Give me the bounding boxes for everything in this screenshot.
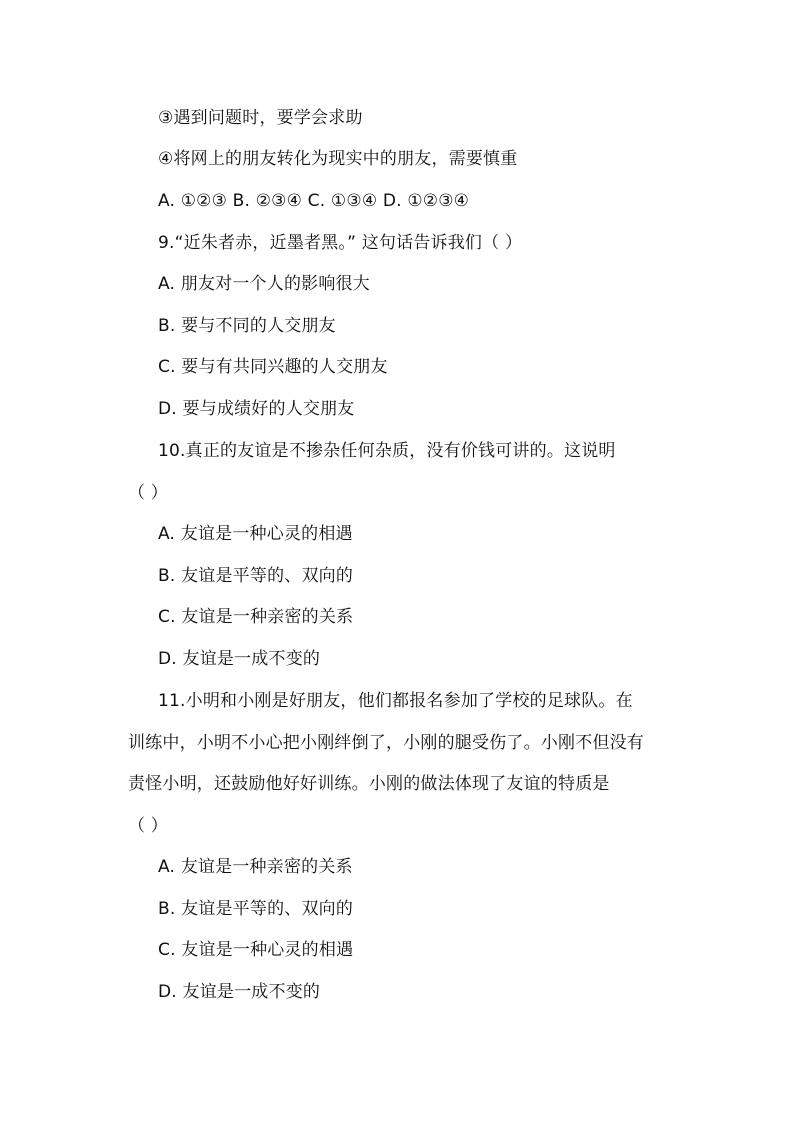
q10-option-a: A. 友谊是一种心灵的相遇 — [158, 524, 353, 544]
q10-stem-line-1: 10.真正的友谊是不掺杂任何杂质，没有价钱可讲的。这说明 — [158, 441, 616, 461]
q11-option-c: C. 友谊是一种心灵的相遇 — [158, 940, 354, 960]
q8-statement-4: ④将网上的朋友转化为现实中的朋友，需要慎重 — [158, 149, 518, 169]
q9-option-a: A. 朋友对一个人的影响很大 — [158, 274, 370, 294]
q10-stem-line-2: （ ） — [128, 483, 169, 503]
q10-option-d: D. 友谊是一成不变的 — [158, 649, 321, 669]
q11-stem-line-3: 责怪小明，还鼓励他好好训练。小刚的做法体现了友谊的特质是 — [128, 774, 610, 794]
q11-stem-line-2: 训练中，小明不小心把小刚绊倒了，小刚的腿受伤了。小刚不但没有 — [128, 733, 644, 753]
q11-option-d: D. 友谊是一成不变的 — [158, 982, 321, 1002]
q11-stem-line-1: 11.小明和小刚是好朋友，他们都报名参加了学校的足球队。在 — [158, 691, 633, 711]
q9-option-b: B. 要与不同的人交朋友 — [158, 316, 336, 336]
q8-statement-3: ③遇到问题时，要学会求助 — [158, 108, 363, 128]
q9-option-c: C. 要与有共同兴趣的人交朋友 — [158, 357, 388, 377]
q9-stem: 9.“近朱者赤，近墨者黑。” 这句话告诉我们（ ） — [158, 233, 523, 253]
q11-option-a: A. 友谊是一种亲密的关系 — [158, 857, 353, 877]
q11-stem-line-4: （ ） — [128, 816, 169, 836]
q9-option-d: D. 要与成绩好的人交朋友 — [158, 399, 355, 419]
q10-option-b: B. 友谊是平等的、双向的 — [158, 566, 354, 586]
q11-option-b: B. 友谊是平等的、双向的 — [158, 899, 354, 919]
q8-options: A. ①②③ B. ②③④ C. ①③④ D. ①②③④ — [158, 191, 470, 211]
q10-option-c: C. 友谊是一种亲密的关系 — [158, 607, 354, 627]
